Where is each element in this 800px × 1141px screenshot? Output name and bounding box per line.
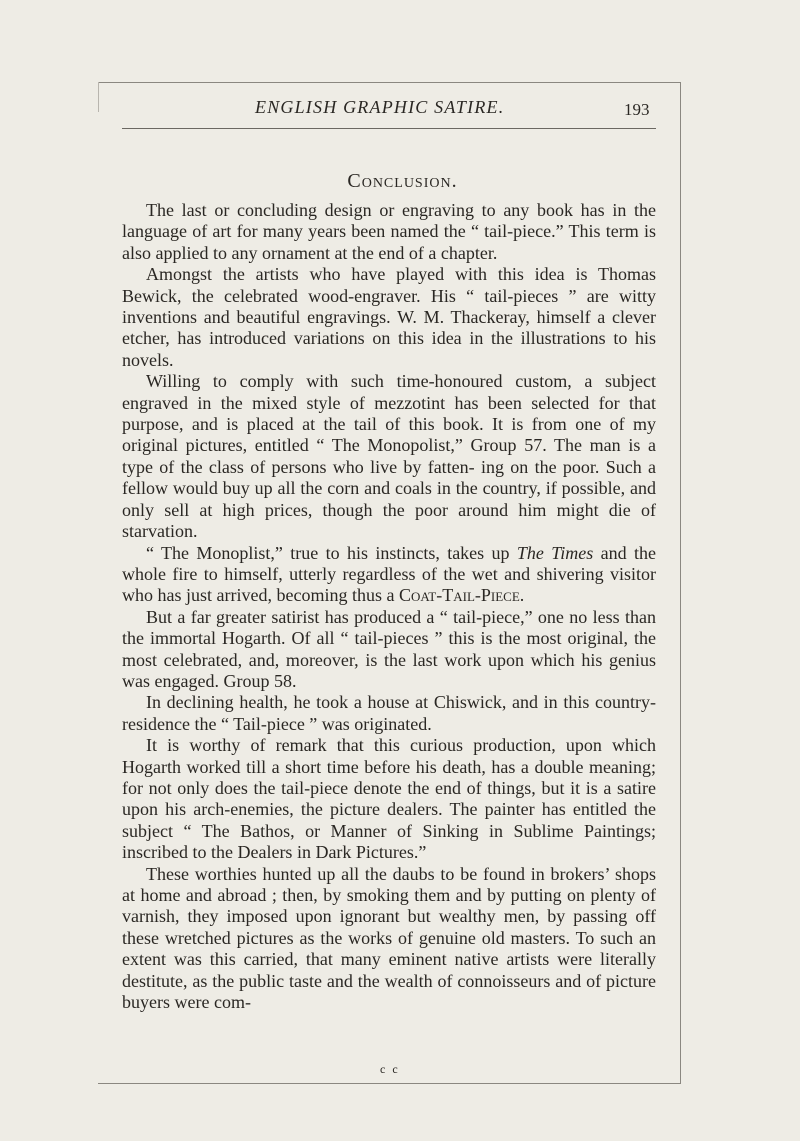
body-text: [122, 200, 656, 1013]
page-number: 193: [624, 100, 650, 119]
paragraph: Willing to comply with such time-honoured custom, a subject engraved in the mixed style of mezzotint has been selected for that purpose, and is placed at the tail of this book. It is from one of my original pictures, entitled “ The Monopolist,” Group 57. The man is a type of the class of persons who live by fatten- ing on the poor. Such a fellow would buy up all the corn and coals in the country, if possible, and only sell at high prices, though the poor around him might die of starvation.: [122, 371, 656, 542]
paragraph-monoplist: [122, 543, 656, 607]
paragraph: It is worthy of remark that this curious production, upon which Hogarth worked till a short time before his death, has a double meaning; for not only does the tail-piece denote the end of things, but it is a satire upon his arch-enemies, the picture dealers. The painter has entitled the subject “ The Bathos, or Manner of Sinking in Sublime Paintings; inscribed to the Dealers in Dark Pictures.”: [122, 735, 656, 863]
paragraph-text: and the whole fire to himself, utterly regardless of the wet and shivering visitor who has just arrived, becoming thus a: [122, 542, 656, 606]
paragraph: Amongst the artists who have played with this idea is Thomas Bewick, the celebrated wood-engraver. His “ tail-pieces ” are witty inventions and beautiful engravings. W. M. Thackeray, himself a clever etcher, has introduced variations on this idea in the illustrations to his novels.: [122, 264, 656, 370]
small-caps-term: Coat-Tail-Piece.: [398, 585, 525, 606]
paragraph: These worthies hunted up all the daubs to be found in brokers’ shops at home and abroad ; then, by smoking them and by putting on plenty of varnish, they imposed upon ignorant but wealthy men, by passing off these wretched pictures as the works of genuine old masters. To such an extent was this carried, that many eminent native artists were literally destitute, as the public taste and the wealth of connoisseurs and of picture buyers were com-: [122, 863, 656, 1013]
italic-title: The Times: [516, 542, 594, 563]
page-frame-right: [680, 82, 681, 1084]
paragraph: But a far greater satirist has produced a “ tail-piece,” one no less than the immortal Hogarth. Of all “ tail-pieces ” this is the most original, the most celebrated, and, moreover, is the last work upon which his genius was engaged. Group 58.: [122, 606, 656, 691]
header-rule: [122, 128, 656, 129]
page-frame-top: [98, 82, 681, 83]
paragraph-text: “ The Monoplist,” true to his instincts, takes up: [146, 542, 517, 563]
paragraph: The last or concluding design or engraving to any book has in the language of art for many years been named the “ tail-piece.” This term is also applied to any ornament at the end of a chapter.: [122, 200, 656, 263]
signature-mark: c c: [380, 1062, 400, 1076]
section-heading: Conclusion.: [347, 170, 458, 192]
page-frame-left: [98, 82, 99, 112]
running-head: ENGLISH GRAPHIC SATIRE.: [255, 97, 505, 117]
paragraph: In declining health, he took a house at Chiswick, and in this country-residence the “ Tail-piece ” was originated.: [122, 692, 656, 734]
page-frame-bottom: [98, 1083, 681, 1084]
